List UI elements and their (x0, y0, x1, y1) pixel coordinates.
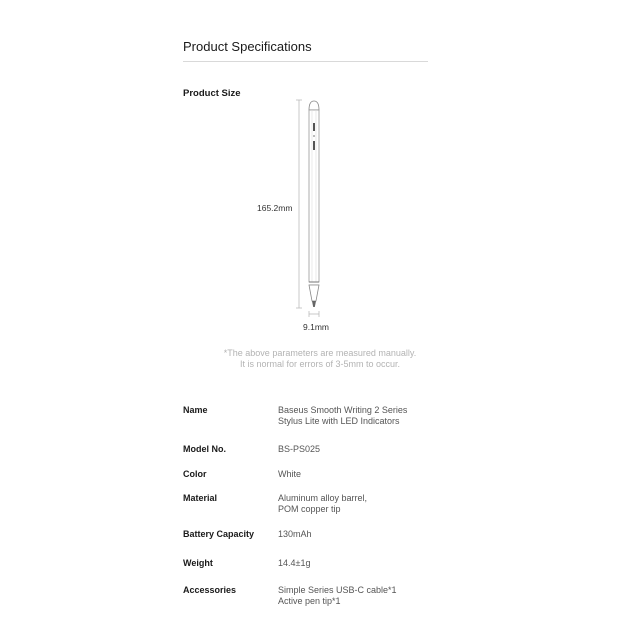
spec-key: Name (183, 405, 208, 415)
product-size-heading: Product Size (183, 88, 241, 99)
spec-value (278, 444, 448, 455)
spec-key: Color (183, 469, 207, 479)
spec-value-line: 130mAh (278, 529, 312, 539)
height-dimension-label: 165.2mm (257, 203, 293, 213)
page-title: Product Specifications (183, 39, 312, 54)
spec-value-line: Simple Series USB-C cable*1 (278, 585, 397, 595)
spec-value-line: BS-PS025 (278, 444, 321, 454)
measurement-note (205, 348, 435, 370)
spec-key: Material (183, 493, 218, 503)
note-line-2: It is normal for errors of 3-5mm to occur. (239, 359, 401, 369)
spec-key: Weight (183, 558, 213, 568)
spec-value-line: 14.4±1g (278, 558, 311, 568)
spec-value-line: Active pen tip*1 (278, 596, 341, 606)
spec-value (278, 529, 448, 540)
title-divider (183, 61, 428, 62)
spec-key: Model No. (183, 444, 226, 454)
spec-value (278, 469, 448, 480)
spec-key: Battery Capacity (183, 529, 255, 539)
width-dimension-label: 9.1mm (303, 322, 329, 332)
spec-value (278, 405, 448, 427)
spec-value-line: POM copper tip (278, 504, 341, 514)
spec-value-line: White (278, 469, 302, 479)
spec-value (278, 558, 448, 569)
stylus-diagram-icon (290, 98, 340, 323)
spec-key: Accessories (183, 585, 237, 595)
spec-value-line: Stylus Lite with LED Indicators (278, 416, 400, 426)
note-line-1: *The above parameters are measured manually. (223, 348, 417, 358)
spec-value (278, 493, 448, 515)
spec-value-line: Aluminum alloy barrel, (278, 493, 368, 503)
spec-value (278, 585, 448, 607)
spec-value-line: Baseus Smooth Writing 2 Series (278, 405, 408, 415)
